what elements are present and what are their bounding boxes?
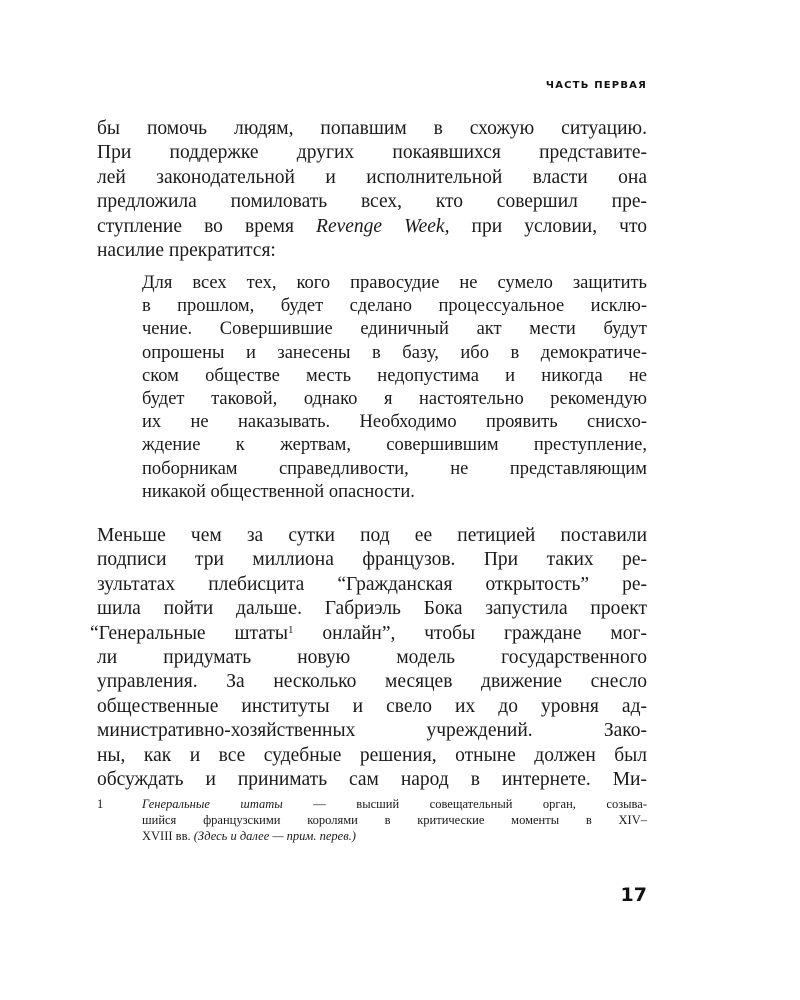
text-line: подписи три миллиона французов. При таких ре- (97, 549, 647, 571)
paragraph-1 (97, 117, 647, 263)
footnote-number: 1 (97, 797, 104, 811)
quote-line: в прошлом, будет сделано процессуальное исклю- (142, 296, 647, 317)
text-segment: ступление во время (97, 215, 317, 237)
text-segment: XVIII вв. (142, 829, 194, 843)
italic-note: (Здесь и далее — прим. перев.) (193, 829, 356, 843)
text-line: предложила помиловать всех, кто совершил пре- (97, 191, 647, 213)
italic-term: Генеральные штаты (142, 797, 283, 811)
running-head: ЧАСТЬ ПЕРВАЯ (545, 80, 647, 91)
text-segment: — высший совещательный орган, созыва- (282, 797, 647, 811)
text-line: лей законодательной и исполнительной власти она (97, 166, 647, 188)
footnote-line (142, 796, 647, 812)
text-line: насилие прекратится: (97, 240, 276, 262)
quote-line: опрошены и занесены в базу, ибо в демократиче- (142, 342, 647, 363)
quote-line: их не наказывать. Необходимо проявить снисхо- (142, 412, 647, 433)
page-number: 17 (620, 884, 647, 906)
italic-title: Revenge Week, (316, 215, 450, 237)
text-line: бы помочь людям, попавшим в схожую ситуацию. (97, 118, 647, 139)
quote-line: ском обществе месть недопустима и никогда не (142, 365, 647, 386)
text-segment: онлайн”, чтобы граждане мог- (293, 622, 647, 644)
text-line: При поддержке других покаявшихся представите- (97, 142, 647, 164)
quote-line: Для всех тех, кого правосудие не сумело защитить (142, 273, 647, 293)
text-line: ли придумать новую модель государственного (97, 647, 647, 669)
quote-line: ждение к жертвам, совершившим преступление, (142, 435, 647, 456)
text-segment: “Генеральные штаты (90, 622, 289, 644)
text-line: Меньше чем за сутки под ее петицией поставили (97, 525, 647, 546)
text-line: общественные институты и свело их до уровня ад- (97, 695, 647, 717)
footnote-line (142, 828, 647, 844)
paragraph-2 (90, 524, 647, 792)
quote-line: чение. Совершившие единичный акт мести будут (142, 319, 647, 340)
text-line: управления. За несколько месяцев движение снесло (97, 671, 647, 693)
text-line (97, 215, 647, 239)
footnote-reference: 1 (288, 623, 294, 636)
text-line: шила пойти дальше. Габриэль Бока запустила проект (97, 598, 647, 620)
text-line: зультатах плебисцита “Гражданская открытость” ре- (97, 573, 647, 595)
text-line (90, 622, 647, 646)
text-line: министративно-хозяйственных учреждений. Зако- (97, 720, 647, 742)
quote-line: поборникам справедливости, не представляющим (142, 458, 647, 479)
footnote-text (142, 796, 647, 844)
text-line: обсуждать и принимать сам народ в интернете. Ми- (97, 769, 647, 791)
block-quote (142, 272, 647, 504)
footnote-line: шийся французскими королями в критические моменты в XIV– (142, 813, 647, 827)
quote-line: никакой общественной опасности. (142, 481, 415, 502)
text-segment: при условии, что (449, 215, 647, 237)
text-line: ны, как и все судебные решения, отныне должен был (97, 744, 647, 766)
quote-line: будет таковой, однако я настоятельно рекомендую (142, 389, 647, 410)
